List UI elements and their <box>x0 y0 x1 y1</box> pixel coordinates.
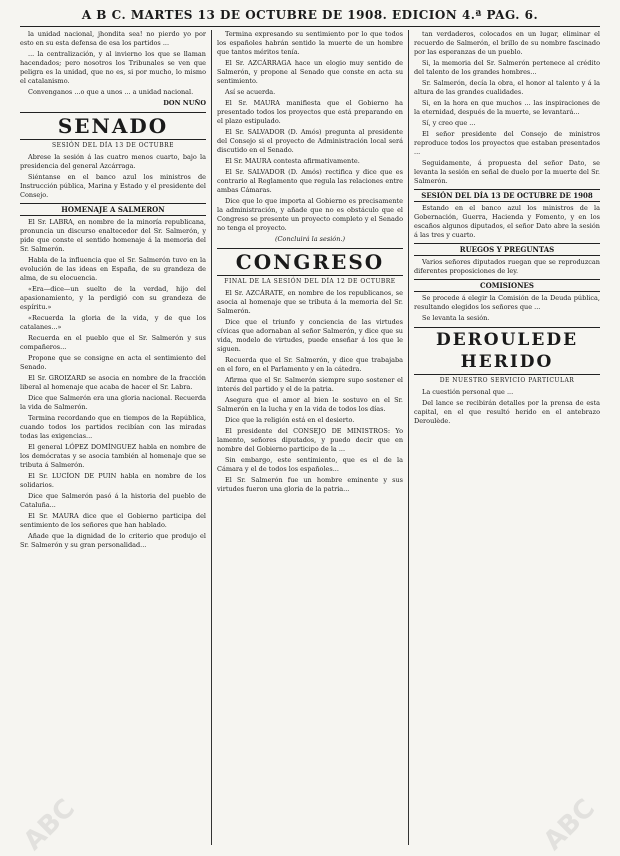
section-title-congreso: CONGRESO <box>217 248 403 276</box>
paragraph: Si, la memoria del Sr. Salmerón pertenece al crédito del talento de los grandes hombres... <box>414 59 600 76</box>
paragraph: El Sr. AZCÁRRAGA hace un elogio muy sentido de Salmerón, y propone al Senado que conste en acta su sentimiento. <box>217 59 403 85</box>
paragraph: Sr. Salmerón, decía la obra, el honor al talento y á la altura de las grandes cualidades. <box>414 79 600 96</box>
subsection-title-ruegos: RUEGOS Y PREGUNTAS <box>414 243 600 256</box>
paragraph: «Recuerda la gloria de la vida, y de que los catalanes...» <box>20 314 206 331</box>
paragraph: Dice que el triunfo y conciencia de las virtudes cívicas que adornaban al señor Salmerón, y dice que su vida, modelo de virtudes, puede enseñar á los que le siguen. <box>217 318 403 353</box>
paragraph: Dice que Salmerón era una gloria nacional. Recuerda la vida de Salmerón. <box>20 394 206 411</box>
paragraph: La cuestión personal que ... <box>422 388 514 396</box>
subsection-title-comisiones: COMISIONES <box>414 279 600 292</box>
paragraph: Dice que la religión está en el desierto. <box>225 416 355 424</box>
paragraph: El Sr. LUCÍON DE PUIN habla en nombre de los solidarios. <box>20 472 206 489</box>
paragraph: tan verdaderos, colocados en un lugar, eliminar el recuerdo de Salmerón, el brillo de su nombre fascinado por las esperanzas de un pueblo. <box>414 30 600 56</box>
column-2 <box>217 30 403 847</box>
paragraph: El Sr. Salmerón fue un hombre eminente y sus virtudes fueron una gloria de la patria... <box>217 476 403 493</box>
paragraph: El Sr. GROIZARD se asocia en nombre de la fracción liberal al homenaje que acaba de hacer el Sr. Labra. <box>20 374 206 391</box>
paragraph: Propone que se consigne en acta el sentimiento del Senado. <box>20 354 206 371</box>
section-title-senado: SENADO <box>20 112 206 140</box>
paragraph: Recuerda que el Sr. Salmerón, y dice que trabajaba en el foro, en el Parlamento y en la cátedra. <box>217 356 403 373</box>
paragraph: El Sr. SALVADOR (D. Amós) pregunta al presidente del Consejo si el proyecto de Administración local será discutido en el Senado. <box>217 128 403 154</box>
paragraph: Se levanta la sesión. <box>422 314 490 322</box>
paragraph: Habla de la influencia que el Sr. Salmerón tuvo en la evolución de las ideas en España, de su grandeza de alma, de su elocuencia. <box>20 256 206 282</box>
session-subtitle: FINAL DE LA SESIÓN DEL DÍA 12 DE OCTUBRE <box>224 278 396 285</box>
session-subtitle: SESIÓN DEL DÍA 13 DE OCTUBRE <box>51 142 175 149</box>
paragraph: El general LÓPEZ DOMÍNGUEZ habla en nombre de los demócratas y se asocia también al homenaje que se tributa á Salmerón. <box>20 443 206 469</box>
paragraph: Dice que Salmerón pasó á la historia del pueblo de Cataluña... <box>20 492 206 509</box>
column-divider <box>211 30 212 845</box>
paragraph: Convenganos ...o que a unos ... a unidad nacional. <box>28 88 194 96</box>
signature: DON NUÑO <box>163 99 206 107</box>
paragraph: El Sr. SALVADOR (D. Amós) rectifica y dice que es contrario al Reglamento que regula las relaciones entre ambas Cámaras. <box>217 168 403 194</box>
abc-watermark: ABC <box>18 793 81 856</box>
paragraph: Añade que la dignidad de lo criterio que produjo el Sr. Salmerón y su gran personalidad... <box>20 532 206 549</box>
paragraph: Sin embargo, este sentimiento, que es el de la Cámara y el de todos los españoles... <box>217 456 403 473</box>
paragraph: Asegura que el amor al bien le sostuvo en el Sr. Salmerón en la lucha y en la vida de todos los días. <box>217 396 403 413</box>
paragraph: Si, en la hora en que muchos ... las inspiraciones de la eternidad, después de la muerte, se levantará... <box>414 99 600 116</box>
subsection-title-sesion: SESIÓN DEL DÍA 13 DE OCTUBRE DE 1908 <box>414 189 600 202</box>
paragraph: la unidad nacional, jhondita sea! no pierdo yo por esto en su esta defensa de esa los partidos ... <box>20 30 206 47</box>
paragraph: Siéntanse en el banco azul los ministros de Instrucción pública, Marina y Estado y el presidente del Consejo. <box>20 173 206 199</box>
paragraph: El Sr. MAURA contesta afirmativamente. <box>225 157 360 165</box>
paragraph: «Era—dice—un suelto de la verdad, hijo del apasionamiento, y la perdigió con su grandeza de espíritu.» <box>20 285 206 311</box>
column-1 <box>20 30 206 847</box>
column-divider <box>408 30 409 845</box>
paragraph: Termina expresando su sentimiento por lo que todos los españoles habrán sentido la muerte de un hombre que tantos méritos tenía. <box>217 30 403 56</box>
paragraph: Estando en el banco azul los ministros de la Gobernación, Guerra, Hacienda y Fomento, y en los escaños algunos diputados, el señor Dato abre la sesión á las tres y cuarto. <box>414 204 600 239</box>
subsection-title-homenaje: HOMENAJE A SALMERON <box>20 203 206 216</box>
service-subtitle: DE NUESTRO SERVICIO PARTICULAR <box>439 377 575 384</box>
page-header: A B C. MARTES 13 DE OCTUBRE DE 1908. EDICION 4.ª PAG. 6. <box>20 4 600 27</box>
paragraph: El Sr. LABRA, en nombre de la minoría republicana, pronuncia un discurso enaltecedor del Sr. Salmerón, y pide que conste el sentido homenaje á la memoria del Sr. Salmerón. <box>20 218 206 253</box>
column-3 <box>414 30 600 847</box>
paragraph: Así se acuerda. <box>225 88 276 96</box>
abc-watermark: ABC <box>538 793 601 856</box>
conclusion-note: (Concluirá la sesión.) <box>275 235 345 243</box>
paragraph: El Sr. MAURA dice que el Gobierno participa del sentimiento de los señores que han hablado. <box>20 512 206 529</box>
paragraph: El señor presidente del Consejo de ministros reproduce todos los proyectos que estaban presentados ... <box>414 130 600 156</box>
paragraph: Del lance se recibirán detalles por la prensa de esta capital, en el que resultó herido en el antebrazo Deroulède. <box>414 399 600 425</box>
paragraph: El Sr. AZCÁRATE, en nombre de los republicanos, se asocia al homenaje que se tributa á la memoria del Sr. Salmerón. <box>217 289 403 315</box>
paragraph: Se procede á elegir la Comisión de la Deuda pública, resultando elegidos los señores que ... <box>414 294 600 311</box>
paragraph: Abrese la sesión á las cuatro menos cuarto, bajo la presidencia del general Azcárraga. <box>20 153 206 170</box>
paragraph: ... la centralización, y al invierno los que se llaman hacendados; pero nosotros los Tribunales se ven que peligra es la unidad, que no es, si por mucho, lo mismo el catalanismo. <box>20 50 206 85</box>
paragraph: Sí, y creo que ... <box>422 119 476 127</box>
paragraph: Varios señores diputados ruegan que se reproduzcan diferentes proposiciones de ley. <box>414 258 600 275</box>
paragraph: Dice que lo que importa al Gobierno es precisamente la administración, y añade que no es obstáculo que el Congreso se presente un proyecto completo y el Senado no tenga el proyecto. <box>217 197 403 232</box>
paragraph: El presidente del CONSEJO DE MINISTROS: Yo lamento, señores diputados, y puedo decir que en nombre del Gobierno participo de la ... <box>217 427 403 453</box>
paragraph: Afirma que el Sr. Salmerón siempre supo sostener el interés del partido y el de la patria. <box>217 376 403 393</box>
paragraph: El Sr. MAURA manifiesta que el Gobierno ha presentado todos los proyectos que está preparando en el plazo estipulado. <box>217 99 403 125</box>
paragraph: Termina recordando que en tiempos de la República, cuando todos los partidos recibían con las miradas todas las exigencias... <box>20 414 206 440</box>
paragraph: Seguidamente, á propuesta del señor Dato, se levanta la sesión en señal de duelo por la muerte del Sr. Salmerón. <box>414 159 600 185</box>
paragraph: Recuerda en el pueblo que el Sr. Salmerón y sus compañeros... <box>20 334 206 351</box>
section-title-deroulede: DEROULEDE HERIDO <box>414 327 600 375</box>
